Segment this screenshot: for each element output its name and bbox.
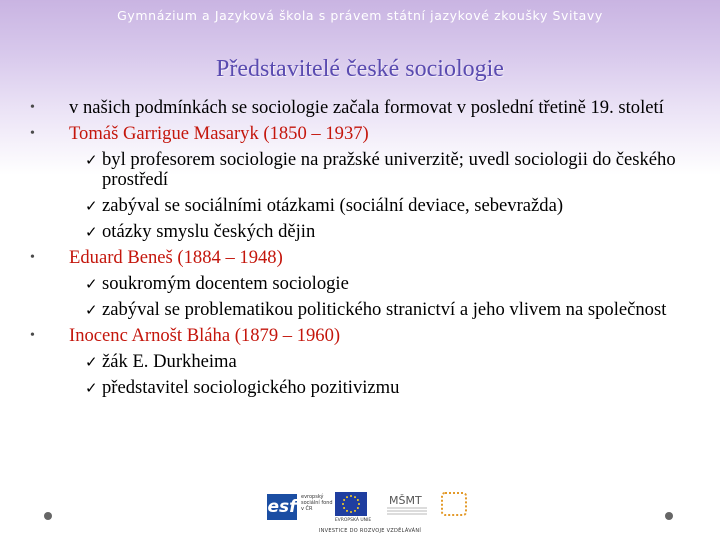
sub-item-text: soukromým docentem sociologie: [102, 273, 349, 294]
item-text: Inocenc Arnošt Bláha (1879 – 1960): [69, 325, 341, 346]
sub-item: [30, 300, 690, 320]
decor-dot-left: [44, 512, 52, 520]
logos-bottom-text: INVESTICE DO ROZVOJE VZDĚLÁVÁNÍ: [318, 528, 422, 534]
decor-dot-right: [665, 512, 673, 520]
item-text: v našich podmínkách se sociologie začala formovat v poslední třetině 19. století: [69, 97, 664, 118]
eu-flag-icon: [335, 492, 367, 516]
bullet-icon: •: [30, 250, 35, 265]
bullet-icon: •: [30, 328, 35, 343]
sub-item: [30, 274, 690, 294]
sub-item-text: otázky smyslu českých dějin: [102, 221, 316, 242]
sub-item: [30, 150, 690, 190]
sub-item-text: představitel sociologického pozitivizmu: [102, 377, 400, 398]
list-item: [30, 326, 690, 346]
bullet-icon: •: [30, 126, 35, 141]
eu-caption: EVROPSKÁ UNIE: [334, 518, 372, 523]
list-item: [30, 98, 690, 118]
checkmark-icon: ✓: [85, 275, 98, 293]
item-text: Eduard Beneš (1884 – 1948): [69, 247, 283, 268]
sub-item-text: zabýval se problematikou politického stranictví a jeho vlivem na společnost: [102, 299, 667, 320]
checkmark-icon: ✓: [85, 379, 98, 397]
checkmark-icon: ✓: [85, 197, 98, 215]
checkmark-icon: ✓: [85, 301, 98, 319]
sub-item: [30, 196, 690, 216]
esf-caption: evropský sociální fond v ČR: [301, 494, 333, 512]
checkmark-icon: ✓: [85, 353, 98, 371]
sponsor-logos: [265, 488, 475, 540]
op-vk-logo: [441, 492, 467, 516]
msmt-logo: [385, 490, 429, 520]
sub-item-text: zabýval se sociálními otázkami (sociální deviace, sebevražda): [102, 195, 564, 216]
item-text: Tomáš Garrigue Masaryk (1850 – 1937): [69, 123, 369, 144]
checkmark-icon: ✓: [85, 151, 98, 169]
sub-item: [30, 378, 690, 398]
school-header: Gymnázium a Jazyková škola s právem státní jazykové zkoušky Svitavy: [117, 8, 603, 23]
esf-logo: esf: [267, 494, 297, 520]
list-item: [30, 124, 690, 144]
sub-item-text: byl profesorem sociologie na pražské univerzitě; uvedl sociologii do českého prostředí: [102, 149, 676, 190]
bullet-list: [30, 98, 690, 398]
slide-title: Představitelé české sociologie: [216, 56, 504, 82]
list-item: [30, 248, 690, 268]
sub-item: [30, 352, 690, 372]
bullet-icon: •: [30, 100, 35, 115]
msmt-logo-text: MŠMT: [389, 494, 422, 507]
checkmark-icon: ✓: [85, 223, 98, 241]
sub-item-text: žák E. Durkheima: [102, 351, 237, 372]
sub-item: [30, 222, 690, 242]
